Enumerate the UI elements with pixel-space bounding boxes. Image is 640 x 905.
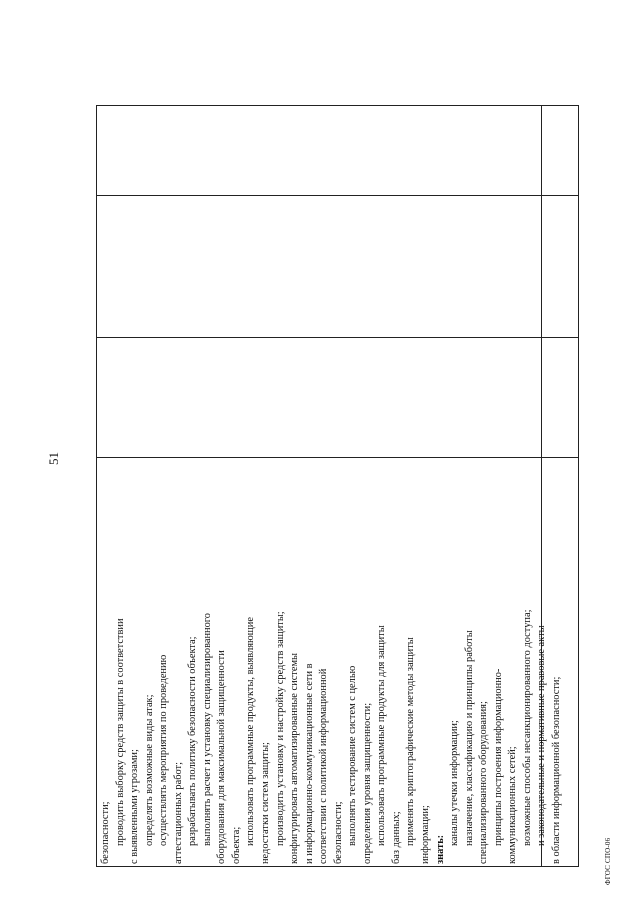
text-line: определения уровня защищенности; — [361, 702, 373, 864]
text-line: каналы утечки информации; — [449, 720, 461, 846]
text-line: проводить выборку средств защиты в соответствии — [114, 618, 126, 846]
text-line: определять возможные виды атак; — [143, 694, 155, 846]
text-line: осуществлять мероприятия по проведению — [158, 654, 170, 846]
text-line: баз данных; — [390, 811, 402, 864]
text-line: с выявленными угрозами; — [129, 749, 141, 864]
text-line: и законодательные и нормативные правовые акты — [536, 625, 548, 846]
table-border-left — [96, 866, 579, 867]
text-line: производить установку и настройку средств защиты; — [274, 611, 286, 846]
text-line: коммуникационных сетей; — [507, 746, 519, 864]
text-line: разрабатывать политику безопасности объекта; — [187, 636, 199, 846]
text-line: безопасности; — [100, 801, 111, 864]
text-line: выполнять расчет и установку специализированного — [201, 612, 213, 846]
table-border-top — [96, 105, 97, 867]
table-column-divider — [96, 337, 579, 338]
text-line: знать: — [434, 834, 446, 864]
text-line: и информационно-коммуникационные сети в — [303, 663, 315, 864]
text-line: возможные способы несанкционированного доступа; — [521, 609, 533, 846]
footer-standard-code: ФГОС СПО-06 — [604, 837, 612, 885]
text-line: объекта; — [230, 826, 242, 864]
text-line: специализированного оборудования; — [478, 701, 490, 864]
text-line: конфигурировать автоматизированные системы — [289, 652, 301, 864]
text-line: информации; — [420, 805, 432, 864]
table-column-divider — [96, 195, 579, 196]
text-line: в области информационной безопасности; — [550, 676, 562, 864]
text-line: принципы построения информационно- — [492, 668, 504, 846]
page-number: 51 — [46, 452, 61, 465]
skills-knowledge-cell — [99, 460, 562, 864]
text-line: назначение, классификацию и принципы работы — [463, 630, 475, 846]
text-line: аттестационных работ; — [172, 762, 184, 864]
text-line: безопасности; — [332, 801, 344, 864]
text-line: применять криптографические методы защиты — [405, 637, 417, 846]
table-border-right — [96, 105, 579, 106]
table-column-divider — [96, 457, 579, 458]
text-line: недостатки систем защиты; — [260, 742, 272, 864]
table-border-bottom — [578, 105, 579, 867]
text-line: соответствии с политикой информационной — [318, 668, 330, 864]
text-line: использовать программные продукты для защиты — [376, 625, 388, 846]
text-line: выполнять тестирование систем с целью — [347, 665, 359, 846]
text-line: использовать программные продукты, выявляющие — [245, 617, 257, 846]
text-line: оборудования для максимальной защищенности — [216, 650, 228, 864]
